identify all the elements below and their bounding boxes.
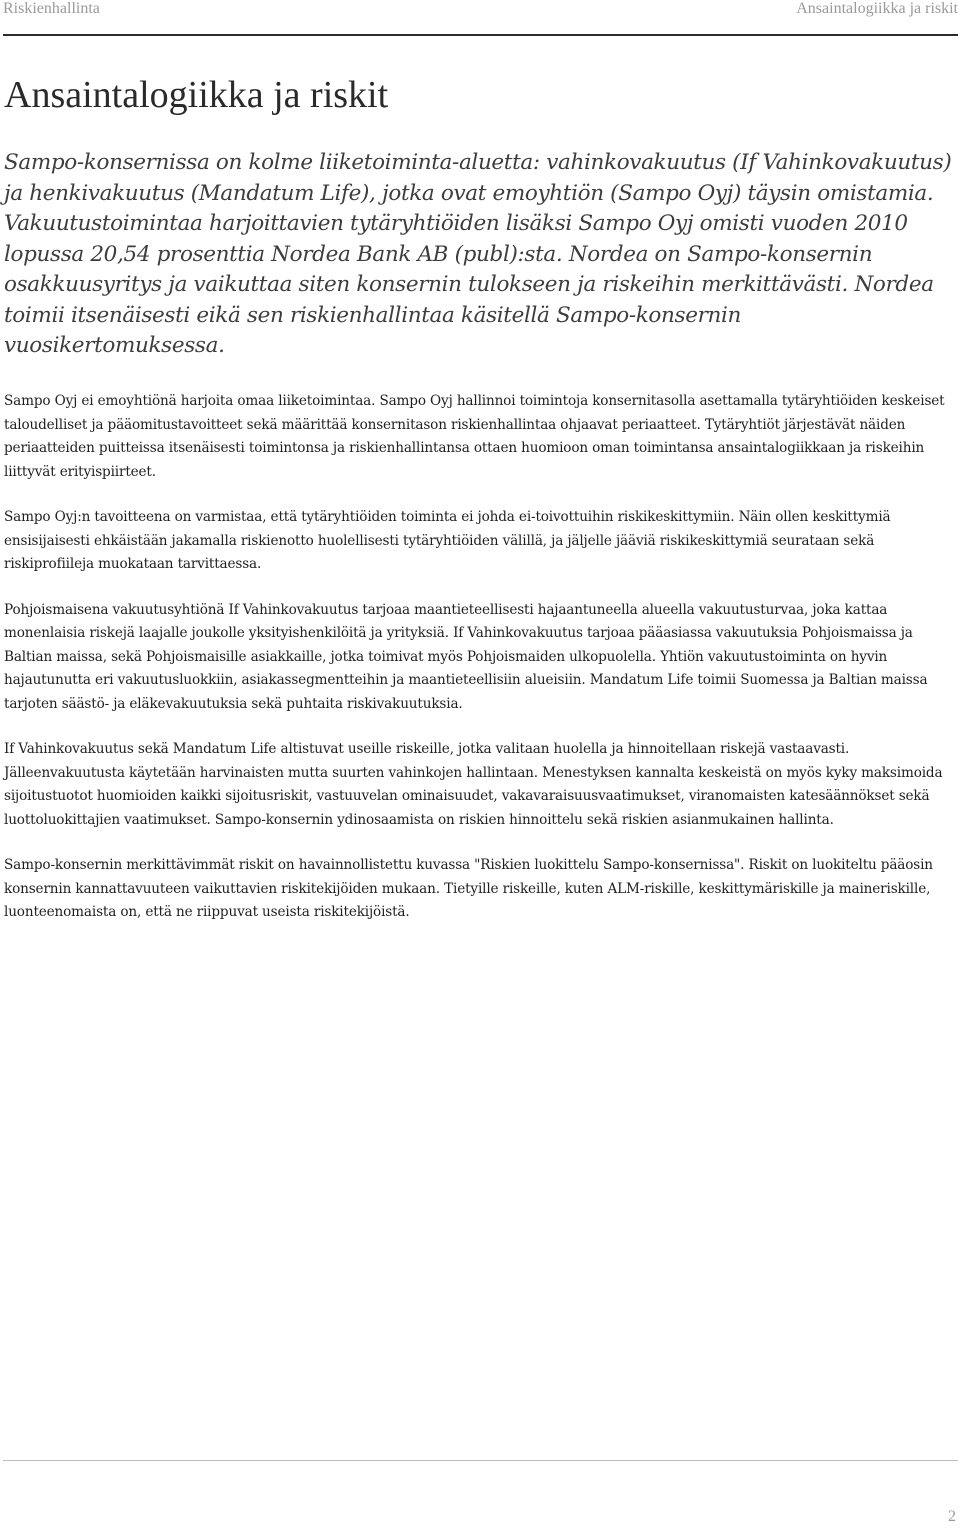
header-section-title: Riskienhallinta [3,0,100,17]
body-paragraph-5: Sampo-konsernin merkittävimmät riskit on havainnollistettu kuvassa "Riskien luokittelu Sampo-konsernissa". Riskit on luokiteltu pääosin konsernin kannattavuuteen vaikuttavien riskitekijöiden mukaan. Tietyille riskeille, kuten ALM-riskille, keskittymäriskille ja maineriskille, luonteenomaista on, että ne riippuvat useista riskitekijöistä. [4,857,933,920]
page-header [3,0,958,36]
footer-divider [3,1460,958,1461]
page-title: Ansaintalogiikka ja riskit [4,74,389,116]
lead-paragraph: Sampo-konsernissa on kolme liiketoiminta-aluetta: vahinkovakuutus (If Vahinkovakuutus) ja henkivakuutus (Mandatum Life), jotka ovat emoyhtiön (Sampo Oyj) täysin omistamia. Vakuutustoimintaa harjoittavien tytäryhtiöiden lisäksi Sampo Oyj omisti vuoden 2010 lopussa 20,54 prosenttia Nordea Bank AB (publ):sta. Nordea on Sampo-konsernin osakkuusyritys ja vaikuttaa siten konsernin tulokseen ja riskeihin merkittävästi. Nordea toimii itsenäisesti eikä sen riskienhallintaa käsitellä Sampo-konsernin vuosikertomuksessa. [4,150,952,358]
page-number: 2 [948,1508,956,1525]
body-paragraph-2: Sampo Oyj:n tavoitteena on varmistaa, että tytäryhtiöiden toiminta ei johda ei-toivottuihin riskikeskittymiin. Näin ollen keskittymiä ensisijaisesti ehkäistään jakamalla riskienotto huolellisesti tytäryhtiöiden välillä, ja jäljelle jääviä riskikeskittymiä seurataan sekä riskiprofiileja muokataan tarvittaessa. [4,509,891,572]
body-paragraph-4: If Vahinkovakuutus sekä Mandatum Life altistuvat useille riskeille, jotka valitaan huolella ja hinnoitellaan riskejä vastaavasti. Jälleenvakuutusta käytetään harvinaisten mutta suurten vahinkojen hallintaan. Menestyksen kannalta keskeistä on myös kyky maksimoida sijoitustuotot huomioiden kaikki sijoitusriskit, vastuuvelan ominaisuudet, vakavaraisuusvaatimukset, viranomaisten katesäännökset sekä luottoluokittajien vaatimukset. Sampo-konsernin ydinosaamista on riskien hinnoittelu sekä riskien asianmukainen hallinta. [4,741,943,828]
body-paragraph-3: Pohjoismaisena vakuutusyhtiönä If Vahinkovakuutus tarjoaa maantieteellisesti hajaantuneella alueella vakuutusturvaa, joka kattaa monenlaisia riskejä laajalle joukolle yksityishenkilöitä ja yrityksiä. If Vahinkovakuutus tarjoaa pääasiassa vakuutuksia Pohjoismaissa ja Baltian maissa, sekä Pohjoismaisille asiakkaille, jotka toimivat myös Pohjoismaiden ulkopuolella. Yhtiön vakuutustoiminta on hyvin hajautunutta eri vakuutusluokkiin, asiakassegmentteihin ja maantieteellisiin alueisiin. Mandatum Life toimii Suomessa ja Baltian maissa tarjoten säästö- ja eläkevakuutuksia sekä puhtaita riskivakuutuksia. [4,601,928,712]
body-paragraph-1: Sampo Oyj ei emoyhtiönä harjoita omaa liiketoimintaa. Sampo Oyj hallinnoi toimintoja konsernitasolla asettamalla tytäryhtiöiden keskeiset taloudelliset ja pääomitustavoitteet sekä määrittää konsernitason riskienhallintaa ohjaavat periaatteet. Tytäryhtiöt järjestävät näiden periaatteiden puitteissa itsenäisesti toimintonsa ja riskienhallintansa ottaen huomioon oman toimintansa ansaintalogiikkaan ja riskeihin liittyvät erityispiirteet. [4,393,945,480]
body-text [4,390,956,947]
header-chapter-title: Ansaintalogiikka ja riskit [796,0,958,17]
